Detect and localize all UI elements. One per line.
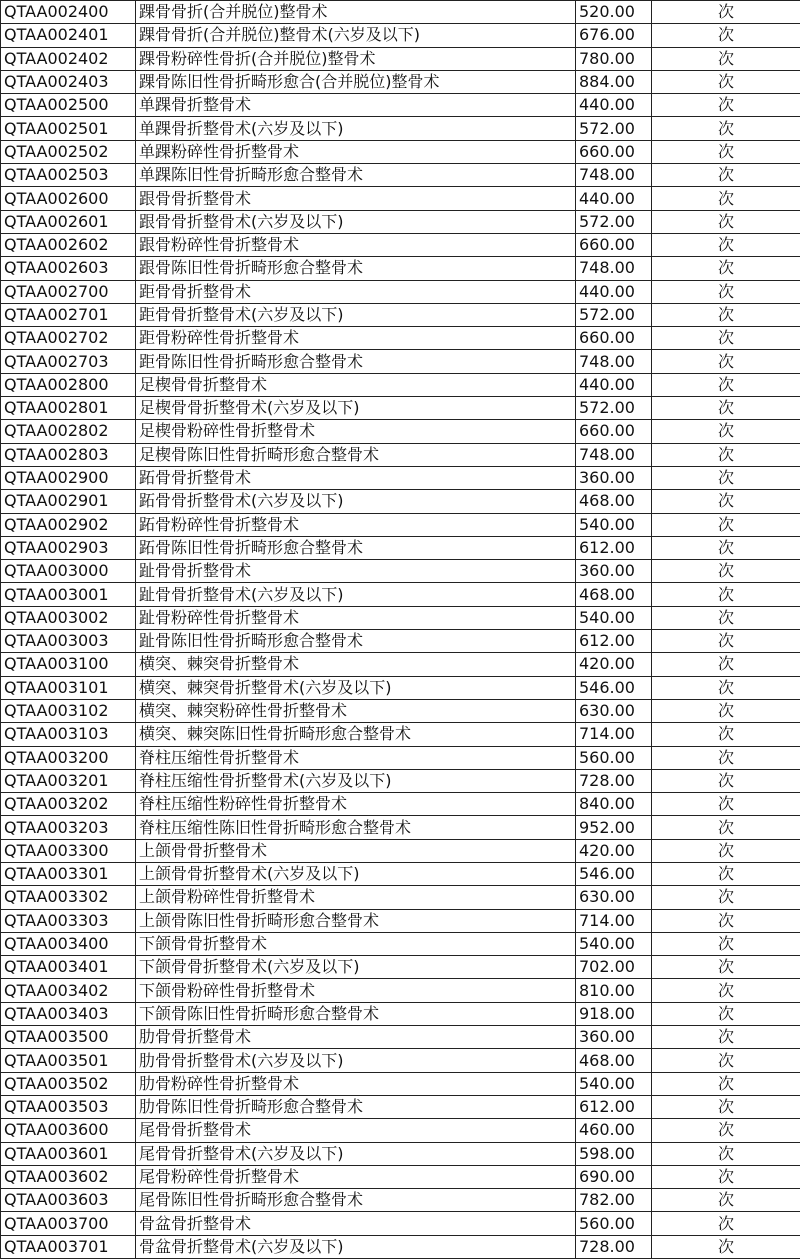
item-unit-cell: 次: [652, 909, 800, 932]
item-unit-cell: 次: [652, 397, 800, 420]
item-unit-cell: 次: [652, 699, 800, 722]
table-row: [1, 233, 800, 256]
item-unit-cell: 次: [652, 1119, 800, 1142]
item-name-cell: 踝骨陈旧性骨折畸形愈合(合并脱位)整骨术: [136, 70, 576, 93]
table-row: [1, 210, 800, 233]
item-code-cell: QTAA002702: [1, 327, 136, 350]
table-row: [1, 839, 800, 862]
item-unit-cell: 次: [652, 327, 800, 350]
item-code-cell: QTAA003303: [1, 909, 136, 932]
item-code-cell: QTAA002700: [1, 280, 136, 303]
item-unit-cell: 次: [652, 793, 800, 816]
item-price-cell: 540.00: [576, 513, 652, 536]
item-price-cell: 560.00: [576, 1212, 652, 1235]
item-unit-cell: 次: [652, 513, 800, 536]
item-name-cell: 足楔骨骨折整骨术: [136, 373, 576, 396]
item-unit-cell: 次: [652, 164, 800, 187]
table-row: [1, 1189, 800, 1212]
item-price-cell: 840.00: [576, 793, 652, 816]
table-row: [1, 816, 800, 839]
item-price-cell: 714.00: [576, 723, 652, 746]
item-unit-cell: 次: [652, 956, 800, 979]
table-row: [1, 1049, 800, 1072]
item-price-cell: 660.00: [576, 420, 652, 443]
table-row: [1, 1212, 800, 1235]
item-name-cell: 单踝骨折整骨术: [136, 94, 576, 117]
item-name-cell: 尾骨粉碎性骨折整骨术: [136, 1165, 576, 1188]
item-unit-cell: 次: [652, 490, 800, 513]
item-name-cell: 踝骨骨折(合并脱位)整骨术(六岁及以下): [136, 24, 576, 47]
item-code-cell: QTAA002900: [1, 466, 136, 489]
item-price-cell: 660.00: [576, 140, 652, 163]
item-name-cell: 跖骨陈旧性骨折畸形愈合整骨术: [136, 536, 576, 559]
item-name-cell: 横突、棘突陈旧性骨折畸形愈合整骨术: [136, 723, 576, 746]
item-price-cell: 714.00: [576, 909, 652, 932]
item-price-cell: 440.00: [576, 280, 652, 303]
item-price-cell: 460.00: [576, 1119, 652, 1142]
item-price-cell: 546.00: [576, 676, 652, 699]
table-row: [1, 909, 800, 932]
item-unit-cell: 次: [652, 839, 800, 862]
table-row: [1, 443, 800, 466]
item-code-cell: QTAA002902: [1, 513, 136, 536]
item-price-cell: 540.00: [576, 932, 652, 955]
item-name-cell: 跟骨粉碎性骨折整骨术: [136, 233, 576, 256]
table-row: [1, 769, 800, 792]
item-code-cell: QTAA002502: [1, 140, 136, 163]
table-row: [1, 1072, 800, 1095]
item-price-cell: 598.00: [576, 1142, 652, 1165]
item-code-cell: QTAA003203: [1, 816, 136, 839]
item-price-cell: 782.00: [576, 1189, 652, 1212]
item-code-cell: QTAA003003: [1, 630, 136, 653]
item-unit-cell: 次: [652, 1026, 800, 1049]
item-price-cell: 360.00: [576, 560, 652, 583]
item-price-cell: 572.00: [576, 397, 652, 420]
item-price-cell: 546.00: [576, 862, 652, 885]
item-price-cell: 520.00: [576, 1, 652, 24]
table-row: [1, 1002, 800, 1025]
item-unit-cell: 次: [652, 1002, 800, 1025]
item-unit-cell: 次: [652, 746, 800, 769]
item-code-cell: QTAA002602: [1, 233, 136, 256]
item-name-cell: 趾骨陈旧性骨折畸形愈合整骨术: [136, 630, 576, 653]
item-code-cell: QTAA003301: [1, 862, 136, 885]
item-unit-cell: 次: [652, 443, 800, 466]
item-code-cell: QTAA002803: [1, 443, 136, 466]
item-price-cell: 748.00: [576, 443, 652, 466]
item-price-cell: 540.00: [576, 1072, 652, 1095]
item-name-cell: 跖骨粉碎性骨折整骨术: [136, 513, 576, 536]
item-code-cell: QTAA003503: [1, 1095, 136, 1118]
item-unit-cell: 次: [652, 560, 800, 583]
item-price-cell: 440.00: [576, 187, 652, 210]
item-price-cell: 560.00: [576, 746, 652, 769]
item-code-cell: QTAA003700: [1, 1212, 136, 1235]
fee-schedule-body: [1, 1, 800, 1259]
item-code-cell: QTAA003302: [1, 886, 136, 909]
table-row: [1, 94, 800, 117]
item-price-cell: 468.00: [576, 583, 652, 606]
table-row: [1, 1026, 800, 1049]
item-unit-cell: 次: [652, 653, 800, 676]
table-row: [1, 560, 800, 583]
item-name-cell: 踝骨骨折(合并脱位)整骨术: [136, 1, 576, 24]
item-price-cell: 440.00: [576, 94, 652, 117]
table-row: [1, 653, 800, 676]
item-code-cell: QTAA003401: [1, 956, 136, 979]
item-price-cell: 660.00: [576, 327, 652, 350]
item-price-cell: 918.00: [576, 1002, 652, 1025]
item-price-cell: 780.00: [576, 47, 652, 70]
item-unit-cell: 次: [652, 257, 800, 280]
item-name-cell: 踝骨粉碎性骨折(合并脱位)整骨术: [136, 47, 576, 70]
item-price-cell: 748.00: [576, 164, 652, 187]
item-unit-cell: 次: [652, 233, 800, 256]
item-unit-cell: 次: [652, 466, 800, 489]
item-code-cell: QTAA003200: [1, 746, 136, 769]
item-name-cell: 足楔骨骨折整骨术(六岁及以下): [136, 397, 576, 420]
table-row: [1, 886, 800, 909]
item-price-cell: 630.00: [576, 886, 652, 909]
item-price-cell: 810.00: [576, 979, 652, 1002]
item-name-cell: 尾骨骨折整骨术(六岁及以下): [136, 1142, 576, 1165]
item-code-cell: QTAA002701: [1, 303, 136, 326]
item-code-cell: QTAA002400: [1, 1, 136, 24]
item-code-cell: QTAA002603: [1, 257, 136, 280]
item-price-cell: 702.00: [576, 956, 652, 979]
item-code-cell: QTAA002600: [1, 187, 136, 210]
item-code-cell: QTAA003402: [1, 979, 136, 1002]
item-price-cell: 468.00: [576, 490, 652, 513]
item-code-cell: QTAA003002: [1, 606, 136, 629]
item-name-cell: 横突、棘突骨折整骨术(六岁及以下): [136, 676, 576, 699]
item-name-cell: 跟骨陈旧性骨折畸形愈合整骨术: [136, 257, 576, 280]
item-price-cell: 572.00: [576, 117, 652, 140]
table-row: [1, 606, 800, 629]
table-row: [1, 723, 800, 746]
item-name-cell: 单踝粉碎性骨折整骨术: [136, 140, 576, 163]
table-row: [1, 327, 800, 350]
item-code-cell: QTAA002703: [1, 350, 136, 373]
item-code-cell: QTAA003001: [1, 583, 136, 606]
item-name-cell: 横突、棘突粉碎性骨折整骨术: [136, 699, 576, 722]
item-price-cell: 420.00: [576, 653, 652, 676]
item-code-cell: QTAA003403: [1, 1002, 136, 1025]
item-price-cell: 630.00: [576, 699, 652, 722]
item-code-cell: QTAA002401: [1, 24, 136, 47]
item-code-cell: QTAA003100: [1, 653, 136, 676]
item-price-cell: 612.00: [576, 630, 652, 653]
item-code-cell: QTAA003603: [1, 1189, 136, 1212]
item-price-cell: 468.00: [576, 1049, 652, 1072]
item-name-cell: 距骨骨折整骨术: [136, 280, 576, 303]
table-row: [1, 583, 800, 606]
table-row: [1, 536, 800, 559]
table-row: [1, 1119, 800, 1142]
item-unit-cell: 次: [652, 210, 800, 233]
item-unit-cell: 次: [652, 1049, 800, 1072]
item-name-cell: 单踝骨折整骨术(六岁及以下): [136, 117, 576, 140]
item-price-cell: 612.00: [576, 536, 652, 559]
item-unit-cell: 次: [652, 606, 800, 629]
item-name-cell: 跟骨骨折整骨术: [136, 187, 576, 210]
item-unit-cell: 次: [652, 1212, 800, 1235]
item-unit-cell: 次: [652, 303, 800, 326]
item-unit-cell: 次: [652, 47, 800, 70]
item-name-cell: 跟骨骨折整骨术(六岁及以下): [136, 210, 576, 233]
item-price-cell: 360.00: [576, 1026, 652, 1049]
table-row: [1, 397, 800, 420]
item-code-cell: QTAA002802: [1, 420, 136, 443]
item-name-cell: 肋骨骨折整骨术: [136, 1026, 576, 1049]
item-code-cell: QTAA003600: [1, 1119, 136, 1142]
table-row: [1, 47, 800, 70]
table-row: [1, 746, 800, 769]
item-name-cell: 上颌骨骨折整骨术(六岁及以下): [136, 862, 576, 885]
item-price-cell: 360.00: [576, 466, 652, 489]
item-name-cell: 横突、棘突骨折整骨术: [136, 653, 576, 676]
item-code-cell: QTAA003500: [1, 1026, 136, 1049]
item-unit-cell: 次: [652, 932, 800, 955]
item-code-cell: QTAA002403: [1, 70, 136, 93]
item-name-cell: 上颌骨骨折整骨术: [136, 839, 576, 862]
item-name-cell: 上颌骨粉碎性骨折整骨术: [136, 886, 576, 909]
item-name-cell: 距骨骨折整骨术(六岁及以下): [136, 303, 576, 326]
item-name-cell: 肋骨骨折整骨术(六岁及以下): [136, 1049, 576, 1072]
item-code-cell: QTAA003501: [1, 1049, 136, 1072]
item-name-cell: 脊柱压缩性骨折整骨术(六岁及以下): [136, 769, 576, 792]
item-name-cell: 脊柱压缩性粉碎性骨折整骨术: [136, 793, 576, 816]
item-unit-cell: 次: [652, 70, 800, 93]
table-row: [1, 257, 800, 280]
table-row: [1, 932, 800, 955]
item-code-cell: QTAA003102: [1, 699, 136, 722]
item-unit-cell: 次: [652, 769, 800, 792]
item-price-cell: 612.00: [576, 1095, 652, 1118]
table-row: [1, 187, 800, 210]
table-row: [1, 303, 800, 326]
table-row: [1, 466, 800, 489]
item-price-cell: 540.00: [576, 606, 652, 629]
item-name-cell: 尾骨骨折整骨术: [136, 1119, 576, 1142]
table-row: [1, 420, 800, 443]
item-unit-cell: 次: [652, 1142, 800, 1165]
item-unit-cell: 次: [652, 24, 800, 47]
table-row: [1, 513, 800, 536]
item-unit-cell: 次: [652, 1, 800, 24]
item-unit-cell: 次: [652, 94, 800, 117]
item-unit-cell: 次: [652, 723, 800, 746]
item-code-cell: QTAA003601: [1, 1142, 136, 1165]
item-name-cell: 距骨粉碎性骨折整骨术: [136, 327, 576, 350]
table-row: [1, 1142, 800, 1165]
item-name-cell: 足楔骨陈旧性骨折畸形愈合整骨术: [136, 443, 576, 466]
item-unit-cell: 次: [652, 630, 800, 653]
item-code-cell: QTAA002500: [1, 94, 136, 117]
table-row: [1, 164, 800, 187]
item-unit-cell: 次: [652, 583, 800, 606]
table-row: [1, 140, 800, 163]
item-code-cell: QTAA002901: [1, 490, 136, 513]
table-row: [1, 979, 800, 1002]
item-name-cell: 下颌骨骨折整骨术(六岁及以下): [136, 956, 576, 979]
item-code-cell: QTAA003400: [1, 932, 136, 955]
item-unit-cell: 次: [652, 1235, 800, 1258]
item-unit-cell: 次: [652, 862, 800, 885]
item-unit-cell: 次: [652, 1072, 800, 1095]
item-name-cell: 单踝陈旧性骨折畸形愈合整骨术: [136, 164, 576, 187]
item-unit-cell: 次: [652, 886, 800, 909]
table-row: [1, 956, 800, 979]
item-unit-cell: 次: [652, 536, 800, 559]
item-unit-cell: 次: [652, 350, 800, 373]
item-code-cell: QTAA002503: [1, 164, 136, 187]
item-unit-cell: 次: [652, 816, 800, 839]
item-unit-cell: 次: [652, 117, 800, 140]
item-price-cell: 728.00: [576, 1235, 652, 1258]
item-code-cell: QTAA003502: [1, 1072, 136, 1095]
item-price-cell: 748.00: [576, 350, 652, 373]
item-price-cell: 884.00: [576, 70, 652, 93]
item-name-cell: 脊柱压缩性骨折整骨术: [136, 746, 576, 769]
item-code-cell: QTAA002501: [1, 117, 136, 140]
table-row: [1, 490, 800, 513]
table-row: [1, 793, 800, 816]
table-row: [1, 630, 800, 653]
item-unit-cell: 次: [652, 676, 800, 699]
table-row: [1, 117, 800, 140]
item-name-cell: 肋骨粉碎性骨折整骨术: [136, 1072, 576, 1095]
table-row: [1, 70, 800, 93]
item-code-cell: QTAA003300: [1, 839, 136, 862]
item-code-cell: QTAA002601: [1, 210, 136, 233]
item-price-cell: 690.00: [576, 1165, 652, 1188]
table-row: [1, 1, 800, 24]
table-row: [1, 1235, 800, 1258]
item-name-cell: 下颌骨骨折整骨术: [136, 932, 576, 955]
item-price-cell: 572.00: [576, 210, 652, 233]
item-name-cell: 趾骨粉碎性骨折整骨术: [136, 606, 576, 629]
table-row: [1, 350, 800, 373]
table-row: [1, 699, 800, 722]
item-name-cell: 趾骨骨折整骨术: [136, 560, 576, 583]
item-name-cell: 距骨陈旧性骨折畸形愈合整骨术: [136, 350, 576, 373]
item-unit-cell: 次: [652, 187, 800, 210]
item-code-cell: QTAA002903: [1, 536, 136, 559]
item-unit-cell: 次: [652, 420, 800, 443]
item-name-cell: 跖骨骨折整骨术: [136, 466, 576, 489]
item-name-cell: 肋骨陈旧性骨折畸形愈合整骨术: [136, 1095, 576, 1118]
item-code-cell: QTAA003201: [1, 769, 136, 792]
item-name-cell: 脊柱压缩性陈旧性骨折畸形愈合整骨术: [136, 816, 576, 839]
item-unit-cell: 次: [652, 1095, 800, 1118]
table-row: [1, 373, 800, 396]
item-name-cell: 趾骨骨折整骨术(六岁及以下): [136, 583, 576, 606]
item-code-cell: QTAA003602: [1, 1165, 136, 1188]
table-row: [1, 676, 800, 699]
item-price-cell: 440.00: [576, 373, 652, 396]
table-row: [1, 862, 800, 885]
table-row: [1, 1165, 800, 1188]
item-price-cell: 952.00: [576, 816, 652, 839]
item-price-cell: 572.00: [576, 303, 652, 326]
item-name-cell: 骨盆骨折整骨术(六岁及以下): [136, 1235, 576, 1258]
item-name-cell: 骨盆骨折整骨术: [136, 1212, 576, 1235]
item-name-cell: 足楔骨粉碎性骨折整骨术: [136, 420, 576, 443]
item-name-cell: 尾骨陈旧性骨折畸形愈合整骨术: [136, 1189, 576, 1212]
item-price-cell: 676.00: [576, 24, 652, 47]
item-unit-cell: 次: [652, 140, 800, 163]
item-unit-cell: 次: [652, 1165, 800, 1188]
item-name-cell: 上颌骨陈旧性骨折畸形愈合整骨术: [136, 909, 576, 932]
item-name-cell: 下颌骨粉碎性骨折整骨术: [136, 979, 576, 1002]
item-name-cell: 跖骨骨折整骨术(六岁及以下): [136, 490, 576, 513]
item-unit-cell: 次: [652, 280, 800, 303]
item-code-cell: QTAA003101: [1, 676, 136, 699]
table-row: [1, 280, 800, 303]
item-code-cell: QTAA003103: [1, 723, 136, 746]
item-unit-cell: 次: [652, 979, 800, 1002]
item-price-cell: 660.00: [576, 233, 652, 256]
table-row: [1, 1095, 800, 1118]
table-row: [1, 24, 800, 47]
item-unit-cell: 次: [652, 1189, 800, 1212]
item-price-cell: 728.00: [576, 769, 652, 792]
item-code-cell: QTAA003000: [1, 560, 136, 583]
item-unit-cell: 次: [652, 373, 800, 396]
item-price-cell: 748.00: [576, 257, 652, 280]
item-code-cell: QTAA002800: [1, 373, 136, 396]
item-code-cell: QTAA002801: [1, 397, 136, 420]
item-code-cell: QTAA003202: [1, 793, 136, 816]
item-code-cell: QTAA002402: [1, 47, 136, 70]
item-name-cell: 下颌骨陈旧性骨折畸形愈合整骨术: [136, 1002, 576, 1025]
item-code-cell: QTAA003701: [1, 1235, 136, 1258]
item-price-cell: 420.00: [576, 839, 652, 862]
